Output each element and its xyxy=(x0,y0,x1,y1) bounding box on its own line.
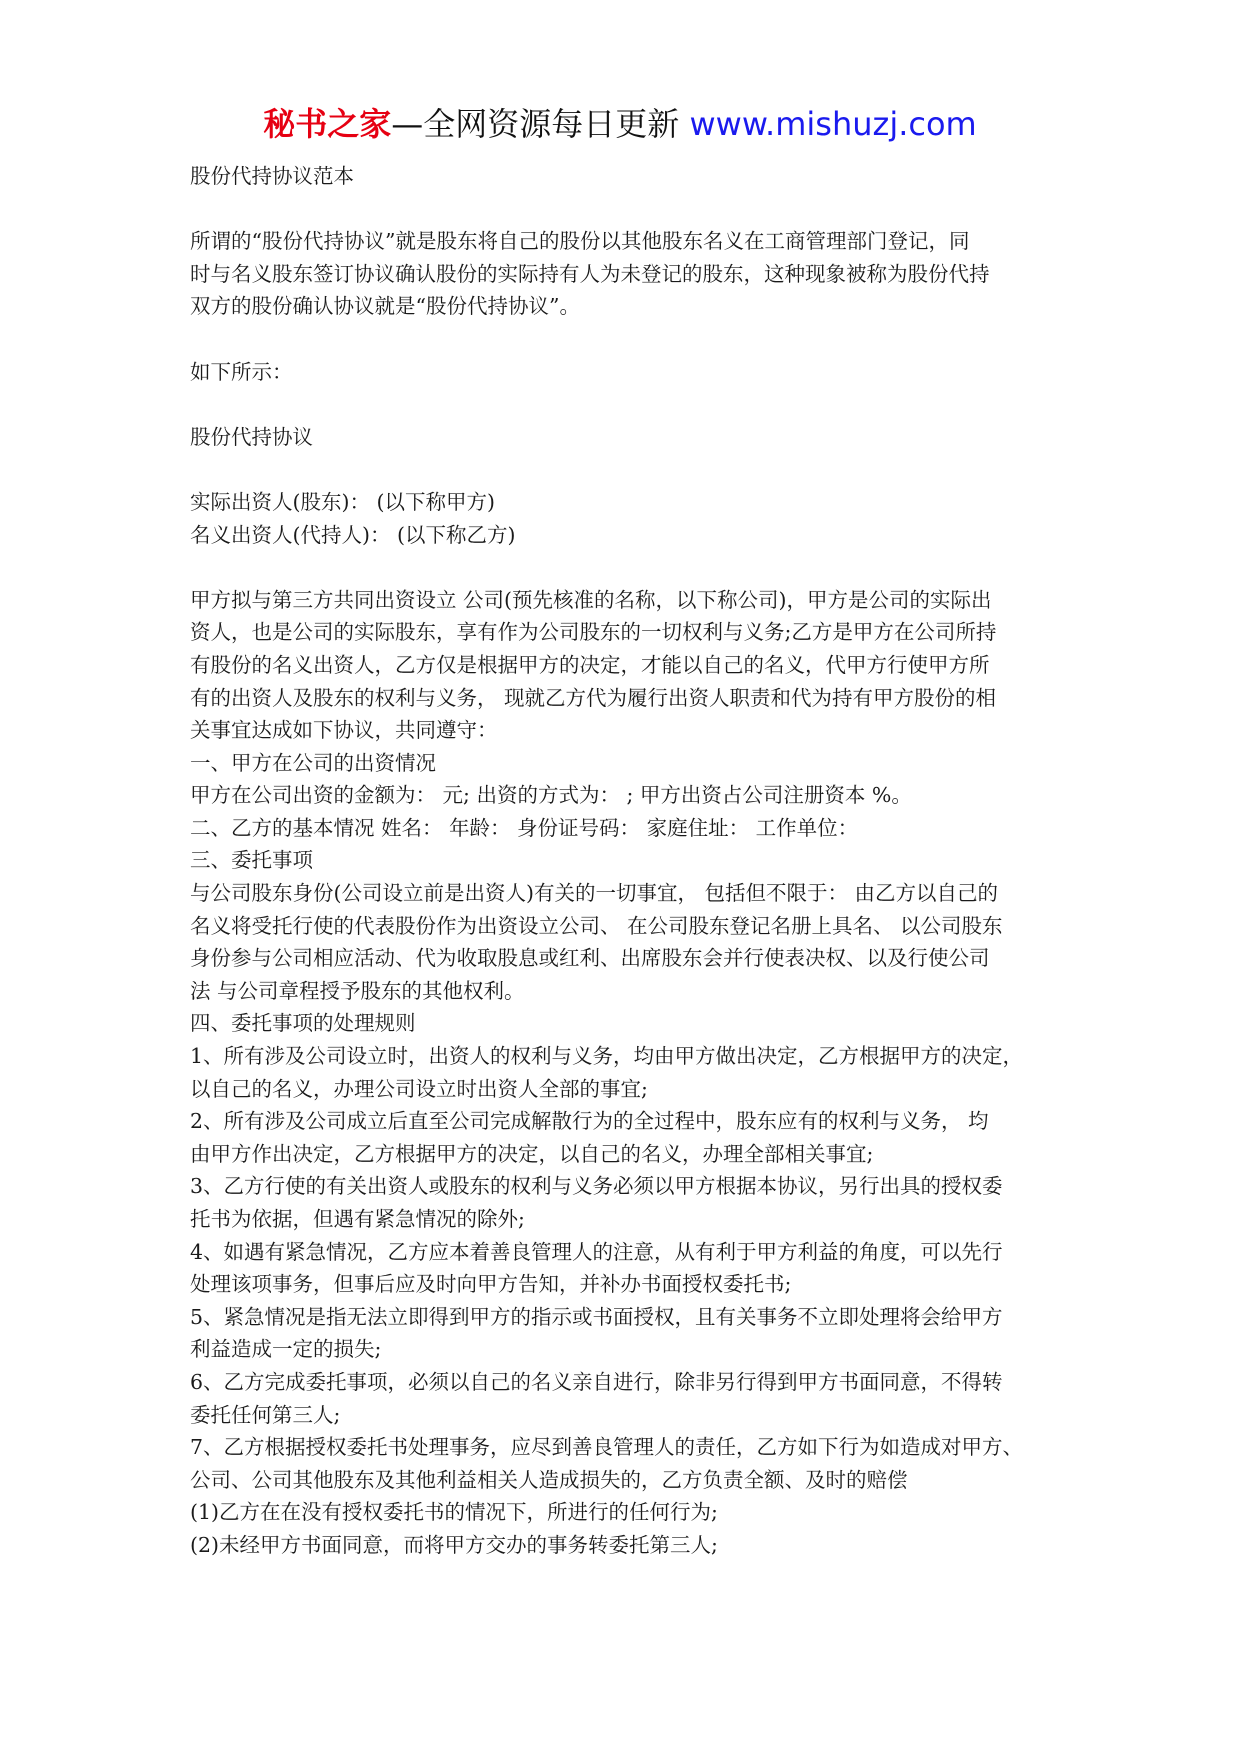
spacer xyxy=(190,388,1070,421)
spacer xyxy=(190,193,1070,226)
body-line: 关事宜达成如下协议，共同遵守： xyxy=(190,718,498,743)
body-line: 公司、公司其他股东及其他利益相关人造成损失的，乙方负责全额、及时的赔偿 xyxy=(190,1467,908,1492)
banner-tagline: —全网资源每日更新 xyxy=(391,105,690,143)
agreement-body xyxy=(190,584,1070,1562)
body-line: 利益造成一定的损失; xyxy=(190,1337,382,1362)
party-line: 实际出资人(股东)： (以下称甲方) xyxy=(190,489,496,514)
body-line: 甲方在公司出资的金额为： 元; 出资的方式为： ; 甲方出资占公司注册资本 %。 xyxy=(190,783,912,808)
body-line: 与公司股东身份(公司设立前是出资人)有关的一切事宜， 包括但不限于： 由乙方以自己的 xyxy=(190,881,999,906)
party-line: 名义出资人(代持人)： (以下称乙方) xyxy=(190,522,516,547)
body-line: 处理该项事务，但事后应及时向甲方告知，并补办书面授权委托书; xyxy=(190,1272,792,1297)
intro-line: 所谓的“股份代持协议”就是股东将自己的股份以其他股东名义在工商管理部门登记，同 xyxy=(190,229,970,254)
body-line: 三、委托事项 xyxy=(190,848,313,873)
document-title: 股份代持协议范本 xyxy=(190,164,354,188)
spacer xyxy=(190,453,1070,486)
body-line: 7、乙方根据授权委托书处理事务，应尽到善良管理人的责任，乙方如下行为如造成对甲方、 xyxy=(190,1435,1024,1460)
intro-line: 时与名义股东签订协议确认股份的实际持有人为未登记的股东，这种现象被称为股份代持 xyxy=(190,261,990,286)
body-line: 一、甲方在公司的出资情况 xyxy=(190,750,436,775)
body-line: 二、乙方的基本情况 姓名： 年龄： 身份证号码： 家庭住址： 工作单位： xyxy=(190,815,859,840)
banner-url-link[interactable]: www.mishuzj.com xyxy=(689,105,977,143)
intro-line: 双方的股份确认协议就是“股份代持协议”。 xyxy=(190,294,580,319)
body-line: 5、紧急情况是指无法立即得到甲方的指示或书面授权，且有关事务不立即处理将会给甲方 xyxy=(190,1304,1003,1329)
body-line: 4、如遇有紧急情况，乙方应本着善良管理人的注意，从有利于甲方利益的角度，可以先行 xyxy=(190,1239,1003,1264)
body-line: 名义将受托行使的代表股份作为出资设立公司、 在公司股东登记名册上具名、 以公司股东 xyxy=(190,913,1003,938)
banner-brand: 秘书之家 xyxy=(263,105,392,143)
body-line: 甲方拟与第三方共同出资设立 公司(预先核准的名称，以下称公司)，甲方是公司的实际出 xyxy=(190,587,992,612)
body-line: 委托任何第三人; xyxy=(190,1402,341,1427)
body-line: 2、所有涉及公司成立后直至公司完成解散行为的全过程中，股东应有的权利与义务， 均 xyxy=(190,1109,989,1134)
body-line: 资人，也是公司的实际股东，享有作为公司股东的一切权利与义务;乙方是甲方在公司所持 xyxy=(190,620,997,645)
lead-line: 如下所示： xyxy=(190,359,293,384)
body-line: 有股份的名义出资人，乙方仅是根据甲方的决定，才能以自己的名义，代甲方行使甲方所 xyxy=(190,652,990,677)
body-line: 有的出资人及股东的权利与义务， 现就乙方代为履行出资人职责和代为持有甲方股份的相 xyxy=(190,685,997,710)
body-line: 1、所有涉及公司设立时，出资人的权利与义务，均由甲方做出决定，乙方根据甲方的决定， xyxy=(190,1044,1024,1069)
document-body xyxy=(190,160,1070,1562)
body-line: 以自己的名义，办理公司设立时出资人全部的事宜; xyxy=(190,1076,648,1101)
spacer xyxy=(190,551,1070,584)
spacer xyxy=(190,323,1070,356)
body-line: 法 与公司章程授予股东的其他权利。 xyxy=(190,978,525,1003)
body-line: 托书为依据，但遇有紧急情况的除外; xyxy=(190,1207,525,1231)
site-banner xyxy=(0,102,1240,146)
body-line: (1)乙方在在没有授权委托书的情况下，所进行的任何行为; xyxy=(190,1500,718,1525)
body-line: 3、乙方行使的有关出资人或股东的权利与义务必须以甲方根据本协议，另行出具的授权委 xyxy=(190,1174,1003,1199)
agreement-title: 股份代持协议 xyxy=(190,424,313,449)
body-line: 由甲方作出决定，乙方根据甲方的决定，以自己的名义，办理全部相关事宜; xyxy=(190,1141,874,1166)
body-line: (2)未经甲方书面同意，而将甲方交办的事务转委托第三人; xyxy=(190,1532,718,1557)
body-line: 身份参与公司相应活动、代为收取股息或红利、出席股东会并行使表决权、以及行使公司 xyxy=(190,946,990,971)
body-line: 6、乙方完成委托事项，必须以自己的名义亲自进行，除非另行得到甲方书面同意，不得转 xyxy=(190,1369,1003,1394)
body-line: 四、委托事项的处理规则 xyxy=(190,1011,416,1036)
